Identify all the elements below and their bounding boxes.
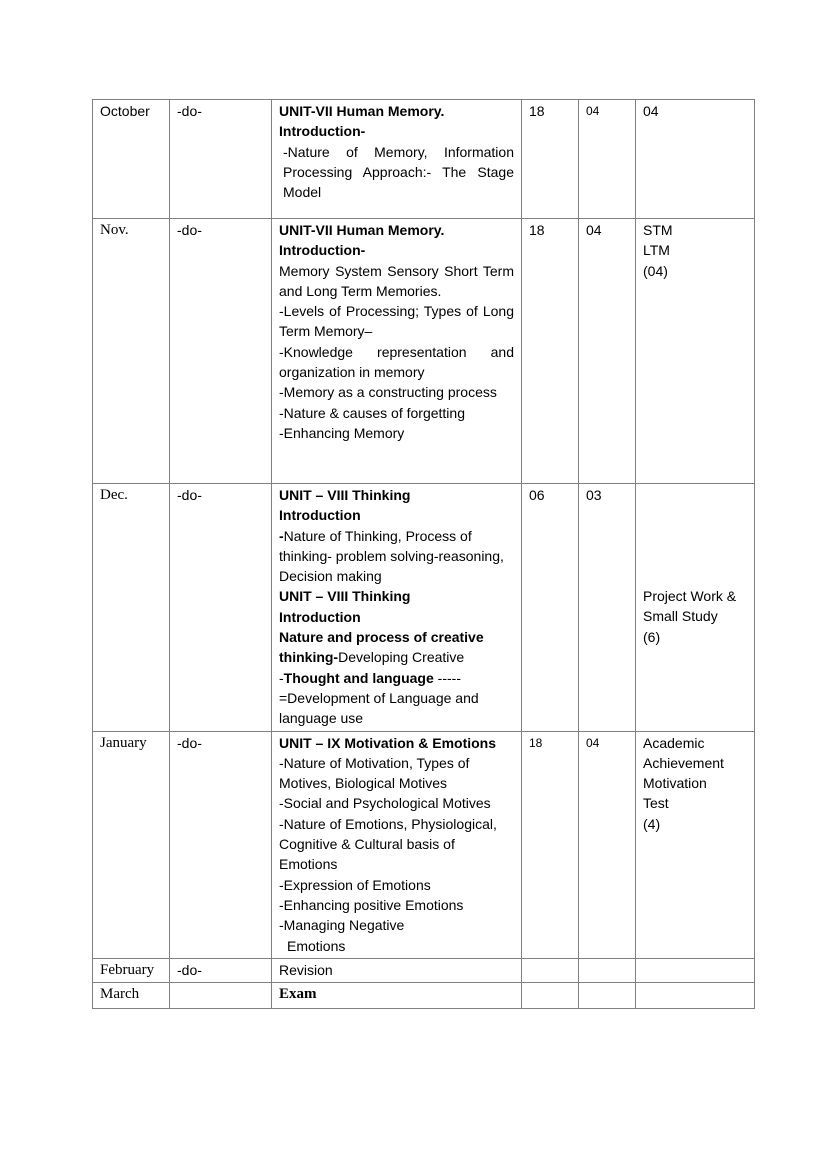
- content-cell: Exam: [272, 983, 522, 1009]
- periods-cell: 18: [522, 219, 579, 484]
- content-cell: [272, 731, 522, 958]
- content-text: -Nature of Motivation, Types of Motives, Biological Motives: [279, 754, 470, 792]
- spacer: [643, 485, 747, 586]
- teacher-cell: -do-: [170, 731, 272, 958]
- dash-mark: -: [279, 527, 284, 544]
- periods-cell: 18: [522, 731, 579, 958]
- unit-title: UNIT-VII Human Memory.: [279, 222, 445, 238]
- content-text: -Nature & causes of forgetting: [279, 404, 465, 421]
- activity-cell: [636, 731, 755, 958]
- month-cell: January: [93, 731, 170, 958]
- unit-subtitle: Introduction: [279, 507, 361, 524]
- activity-cell: [636, 958, 755, 982]
- periods-cell: [522, 983, 579, 1009]
- content-text: -Enhancing Memory: [279, 424, 405, 441]
- content-fragment-bold: Nature and process of creative thinking-: [279, 629, 484, 666]
- teacher-cell: -do-: [170, 219, 272, 484]
- content-cell: Revision: [272, 958, 522, 982]
- table-row: [93, 100, 755, 219]
- table-row: [93, 983, 755, 1009]
- activity-line: Project Work &: [643, 588, 737, 604]
- activity-line: (4): [643, 815, 661, 832]
- activity-line: (6): [643, 628, 661, 645]
- content-fragment: Developing Creative: [338, 649, 465, 666]
- activity-cell: [636, 484, 755, 732]
- content-text: [279, 526, 514, 587]
- content-fragment-bold: Thought and language: [283, 669, 434, 686]
- unit-title: UNIT-VII Human Memory.: [279, 103, 445, 119]
- periods-cell: [522, 958, 579, 982]
- dash-mark: -: [279, 669, 284, 686]
- weeks-cell: 03: [579, 484, 636, 732]
- unit-title: UNIT – IX Motivation & Emotions: [279, 734, 497, 751]
- lesson-plan-table: [92, 99, 755, 1009]
- activity-line: Academic: [643, 734, 705, 751]
- weeks-cell: 04: [579, 219, 636, 484]
- activity-line: (04): [643, 262, 668, 279]
- month-cell: Nov.: [93, 219, 170, 484]
- content-text: Memory System Sensory Short Term and Long Term Memories.: [279, 262, 514, 299]
- month-cell: Dec.: [93, 484, 170, 732]
- activity-cell: [636, 219, 755, 484]
- content-cell: [272, 219, 522, 484]
- content-fragment: -----: [433, 669, 461, 686]
- activity-line: Achievement: [643, 754, 724, 771]
- teacher-cell: -do-: [170, 100, 272, 219]
- table-row: [93, 484, 755, 732]
- teacher-cell: -do-: [170, 958, 272, 982]
- month-cell: March: [93, 983, 170, 1009]
- content-text: -Nature of Memory, Information Processing Approach:- The Stage Model: [283, 143, 514, 201]
- activity-cell: 04: [636, 100, 755, 219]
- activity-line: Test: [643, 795, 669, 812]
- periods-cell: 06: [522, 484, 579, 732]
- weeks-cell: 04: [579, 100, 636, 219]
- content-text: [279, 668, 514, 688]
- activity-line: LTM: [643, 242, 670, 259]
- content-text: -Levels of Processing; Types of Long Term Memory–: [279, 303, 514, 340]
- unit-subtitle: Introduction: [279, 608, 361, 625]
- teacher-cell: [170, 983, 272, 1009]
- weeks-cell: 04: [579, 731, 636, 958]
- content-text: -Expression of Emotions: [279, 876, 431, 893]
- table-row: [93, 958, 755, 982]
- unit-subtitle: Introduction-: [279, 123, 366, 140]
- content-cell: [272, 100, 522, 219]
- content-text: -Nature of Emotions, Physiological, Cognitive & Cultural basis of Emotions: [279, 815, 497, 873]
- month-cell: February: [93, 958, 170, 982]
- content-text: [279, 627, 514, 668]
- activity-line: STM: [643, 222, 673, 238]
- content-text: -Enhancing positive Emotions: [279, 896, 464, 913]
- content-text: -Memory as a constructing process: [279, 384, 497, 401]
- teacher-cell: -do-: [170, 484, 272, 732]
- content-text: -Social and Psychological Motives: [279, 795, 491, 812]
- weeks-cell: [579, 983, 636, 1009]
- content-text: -Knowledge representation and organization in memory: [279, 343, 514, 381]
- content-cell: [272, 484, 522, 732]
- unit-title: UNIT – VIII Thinking: [279, 588, 411, 605]
- unit-subtitle: Introduction-: [279, 242, 366, 259]
- activity-line: Motivation: [643, 775, 707, 792]
- content-text: Emotions: [287, 937, 346, 954]
- content-fragment: Nature of Thinking, Process of thinking- problem solving-reasoning, Decision making: [279, 527, 504, 585]
- activity-line: Small Study: [643, 608, 718, 625]
- table-row: [93, 731, 755, 958]
- month-cell: October: [93, 100, 170, 219]
- content-text: -Managing Negative: [279, 917, 405, 934]
- periods-cell: 18: [522, 100, 579, 219]
- content-text: =Development of Language and language use: [279, 689, 479, 727]
- activity-cell: [636, 983, 755, 1009]
- weeks-cell: [579, 958, 636, 982]
- table-row: [93, 219, 755, 484]
- unit-title: UNIT – VIII Thinking: [279, 487, 411, 503]
